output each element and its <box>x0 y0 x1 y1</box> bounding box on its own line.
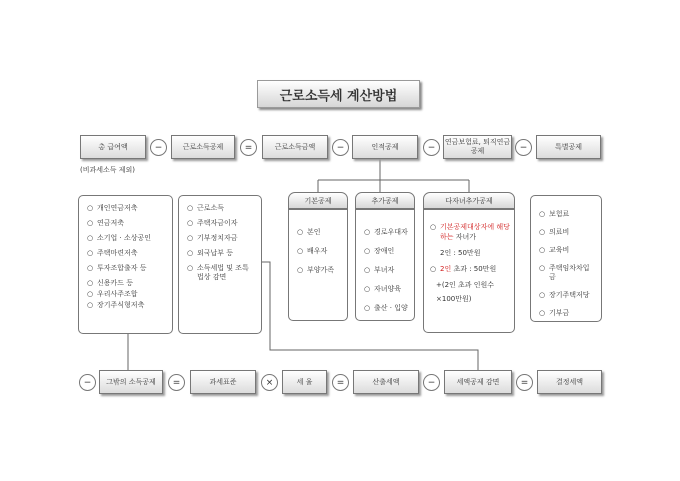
list-item: ○ 교육비 <box>539 246 570 254</box>
list-item: ○ 소기업 · 소상공인 <box>87 234 152 242</box>
special-deduction-box: 특별공제 <box>536 135 601 159</box>
list-item: ○ 본인 <box>297 228 321 236</box>
minus-operator: − <box>332 139 349 156</box>
minus-operator: − <box>423 139 440 156</box>
list-item: ○ 의료비 <box>539 228 570 236</box>
minus-operator: − <box>150 139 167 156</box>
multi-child-over-two: ○ 2인 초과 : 50만원 <box>430 265 497 273</box>
page-title: 근로소득세 계산방법 <box>257 80 420 108</box>
determined-tax-box: 결정세액 <box>537 370 602 394</box>
list-item: ○ 외국납부 등 <box>187 249 234 257</box>
basic-deduction-panel <box>288 209 348 321</box>
multi-child-deduction-header: 다자녀추가공제 <box>423 192 515 209</box>
multi-child-deduction-panel <box>423 209 515 333</box>
list-item: ○ 경로우대자 <box>364 228 408 236</box>
list-item: ○ 장기주택저당 <box>539 291 590 299</box>
list-item: ○ 장기주식형저축 <box>87 301 145 309</box>
tax-base-box: 과세표준 <box>190 370 256 394</box>
list-item: ○ 근로소득 <box>187 204 225 212</box>
nontaxable-note: (비과세소득 제외) <box>80 166 136 174</box>
list-item: ○ 기부정치자금 <box>187 234 238 242</box>
times-operator: × <box>261 374 278 391</box>
list-item: ○ 소득세법 및 조특법상 감면 <box>187 264 249 281</box>
multi-child-condition: ○ 기본공제대상자에 해당하는 자녀가 <box>430 223 510 241</box>
list-item: ○ 개인연금저축 <box>87 204 138 212</box>
pension-insurance-box: 연금보험료, 퇴직연금공제 <box>443 135 512 159</box>
minus-operator: − <box>79 374 96 391</box>
additional-deduction-header: 추가공제 <box>355 192 415 209</box>
list-item: ○ 출산 · 입양 <box>364 304 408 312</box>
list-item: ○ 보험료 <box>539 210 570 218</box>
special-deduction-items-panel <box>530 195 602 322</box>
equals-operator: = <box>516 374 533 391</box>
list-item: ○ 주택임차차입금 <box>539 264 590 281</box>
list-item: ○ 신용카드 등 <box>87 279 134 287</box>
multi-child-formula-2: ×100만원) <box>436 295 472 303</box>
tax-rate-box: 세 율 <box>282 370 327 394</box>
list-item: ○ 주택마련저축 <box>87 249 138 257</box>
equals-operator: = <box>168 374 185 391</box>
total-pay-box: 총 급여액 <box>80 135 146 159</box>
equals-operator: = <box>240 139 257 156</box>
personal-deduction-box: 인적공제 <box>352 135 418 159</box>
multi-child-formula-1: +(2인 초과 인원수 <box>436 281 495 289</box>
list-item: ○ 기부금 <box>539 309 570 317</box>
minus-operator: − <box>423 374 440 391</box>
calculated-tax-box: 산출세액 <box>353 370 419 394</box>
earned-income-amount-box: 근로소득금액 <box>262 135 328 159</box>
list-item: ○ 자녀양육 <box>364 285 402 293</box>
other-deduction-box: 그밖의 소득공제 <box>99 370 163 394</box>
additional-deduction-panel <box>355 209 415 321</box>
list-item: ○ 주택자금이자 <box>187 219 238 227</box>
tax-credit-items-panel <box>178 195 262 334</box>
list-item: ○ 연금저축 <box>87 219 125 227</box>
list-item: ○ 배우자 <box>297 247 328 255</box>
other-deduction-items-panel <box>78 195 173 334</box>
list-item: ○ 장애인 <box>364 247 395 255</box>
list-item: ○ 투자조합출자 등 <box>87 264 147 272</box>
tax-credit-reduction-box: 세액공제 감면 <box>444 370 512 394</box>
minus-operator: − <box>515 139 532 156</box>
list-item: ○ 부양가족 <box>297 266 335 274</box>
multi-child-two: 2인 : 50만원 <box>440 249 481 257</box>
basic-deduction-header: 기본공제 <box>288 192 348 209</box>
equals-operator: = <box>332 374 349 391</box>
list-item: ○ 우리사주조합 <box>87 290 138 298</box>
list-item: ○ 부녀자 <box>364 266 395 274</box>
earned-income-deduction-box: 근로소득공제 <box>171 135 235 159</box>
